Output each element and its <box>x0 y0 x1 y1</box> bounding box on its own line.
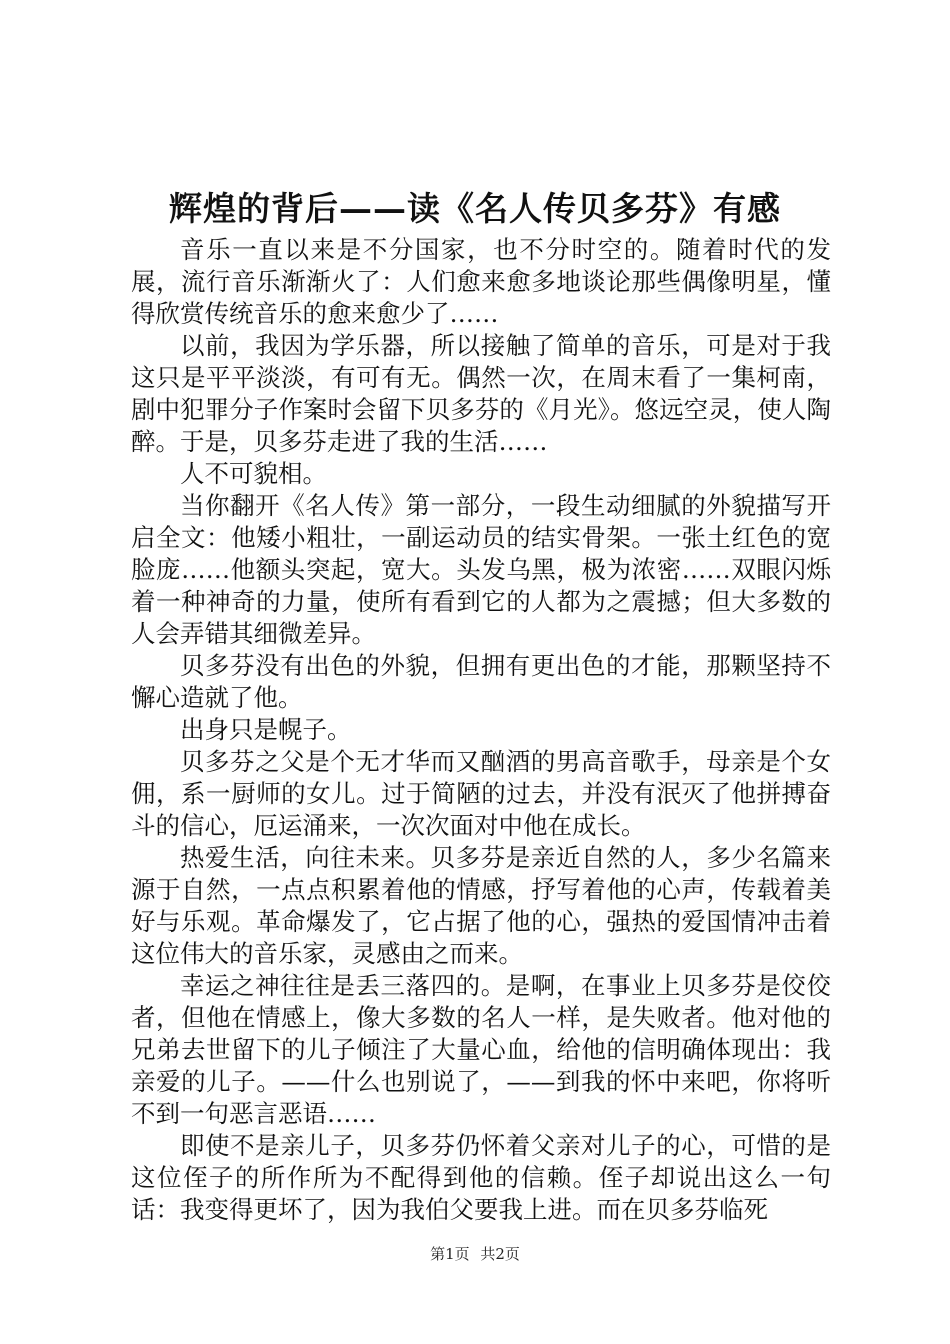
paragraph: 贝多芬没有出色的外貌，但拥有更出色的才能，那颗坚持不懈心造就了他。 <box>131 651 831 712</box>
page-footer <box>0 1244 950 1264</box>
paragraph: 以前，我因为学乐器，所以接触了简单的音乐，可是对于我这只是平平淡淡，有可有无。偶然一次，在周末看了一集柯南，剧中犯罪分子作案时会留下贝多芬的《月光》。悠远空灵，使人陶醉。于是，贝多芬走进了我的生活…… <box>131 331 831 456</box>
page-number: 第1页 <box>430 1245 470 1263</box>
document-title: 辉煌的背后——读《名人传贝多芬》有感 <box>169 189 781 228</box>
page-total: 共2页 <box>480 1245 520 1263</box>
document-body <box>131 234 831 1226</box>
paragraph: 人不可貌相。 <box>180 459 327 488</box>
paragraph: 出身只是幌子。 <box>180 715 352 744</box>
paragraph: 幸运之神往往是丢三落四的。是啊，在事业上贝多芬是佼佼者，但他在情感上，像大多数的名人一样，是失败者。他对他的兄弟去世留下的儿子倾注了大量心血，给他的信明确体现出：我亲爱的儿子。——什么也别说了，——到我的怀中来吧，你将听不到一句恶言恶语…… <box>131 971 831 1128</box>
paragraph: 当你翻开《名人传》第一部分，一段生动细腻的外貌描写开启全文：他矮小粗壮，一副运动员的结实骨架。一张土红色的宽脸庞……他额头突起，宽大。头发乌黑，极为浓密……双眼闪烁着一种神奇的力量，使所有看到它的人都为之震撼；但大多数的人会弄错其细微差异。 <box>131 491 831 648</box>
paragraph: 热爱生活，向往未来。贝多芬是亲近自然的人，多少名篇来源于自然，一点点积累着他的情感，抒写着他的心声，传载着美好与乐观。革命爆发了，它占据了他的心，强热的爱国情冲击着这位伟大的音乐家，灵感由之而来。 <box>131 843 831 968</box>
paragraph: 即使不是亲儿子，贝多芬仍怀着父亲对儿子的心，可惜的是这位侄子的所作所为不配得到他的信赖。侄子却说出这么一句话：我变得更坏了，因为我伯父要我上进。而在贝多芬临死 <box>131 1131 831 1224</box>
paragraph: 贝多芬之父是个无才华而又酗酒的男高音歌手，母亲是个女佣，系一厨师的女儿。过于简陋的过去，并没有泯灭了他拼搏奋斗的信心，厄运涌来，一次次面对中他在成长。 <box>131 747 831 840</box>
paragraph: 音乐一直以来是不分国家，也不分时空的。随着时代的发展，流行音乐渐渐火了：人们愈来愈多地谈论那些偶像明星，懂得欣赏传统音乐的愈来愈少了…… <box>131 235 831 328</box>
